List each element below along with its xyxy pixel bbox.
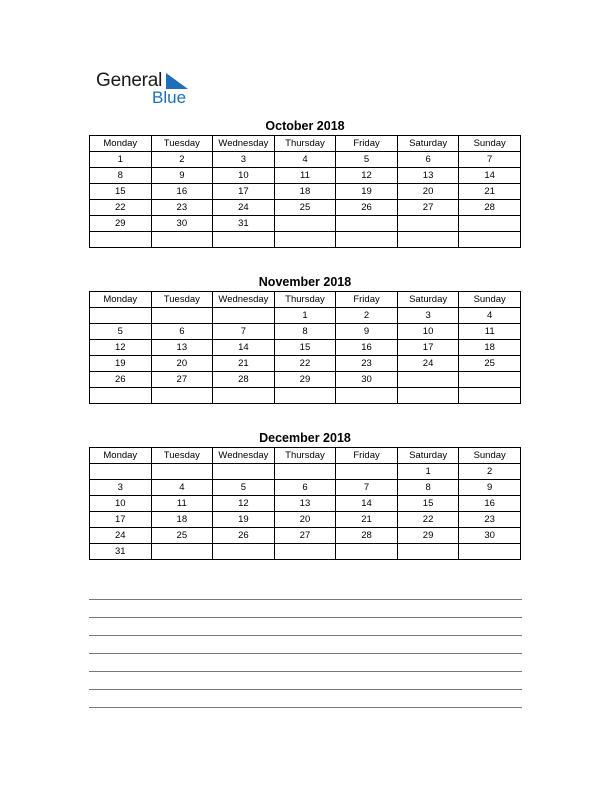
weekday-header: Tuesday — [151, 292, 213, 308]
weekday-header: Monday — [90, 292, 152, 308]
day-cell: 2 — [151, 152, 213, 168]
weekday-header: Wednesday — [213, 292, 275, 308]
day-cell — [90, 464, 152, 480]
day-cell — [274, 464, 336, 480]
day-cell: 14 — [459, 168, 521, 184]
week-row — [90, 544, 521, 560]
day-cell: 6 — [274, 480, 336, 496]
weekday-header: Tuesday — [151, 136, 213, 152]
day-cell: 30 — [336, 372, 398, 388]
day-cell — [397, 388, 459, 404]
note-line — [89, 617, 522, 618]
day-cell: 1 — [274, 308, 336, 324]
logo-word-general: General — [96, 70, 163, 91]
day-cell: 29 — [397, 528, 459, 544]
week-row — [90, 512, 521, 528]
week-row — [90, 496, 521, 512]
day-cell: 17 — [397, 340, 459, 356]
weekday-header: Thursday — [274, 448, 336, 464]
day-cell — [90, 308, 152, 324]
day-cell — [90, 388, 152, 404]
day-cell: 10 — [397, 324, 459, 340]
week-row — [90, 340, 521, 356]
day-cell: 10 — [213, 168, 275, 184]
day-cell: 5 — [213, 480, 275, 496]
day-cell: 5 — [90, 324, 152, 340]
week-row — [90, 388, 521, 404]
weekday-header: Sunday — [459, 136, 521, 152]
day-cell: 15 — [274, 340, 336, 356]
day-cell — [274, 232, 336, 248]
day-cell: 12 — [90, 340, 152, 356]
day-cell: 4 — [151, 480, 213, 496]
month-title: December 2018 — [259, 431, 351, 445]
day-cell: 11 — [151, 496, 213, 512]
day-cell: 24 — [90, 528, 152, 544]
day-cell: 26 — [336, 200, 398, 216]
day-cell: 8 — [397, 480, 459, 496]
day-cell: 3 — [397, 308, 459, 324]
day-cell: 27 — [151, 372, 213, 388]
day-cell: 7 — [459, 152, 521, 168]
day-cell: 28 — [336, 528, 398, 544]
day-cell: 18 — [459, 340, 521, 356]
weekday-header: Wednesday — [213, 448, 275, 464]
day-cell — [151, 464, 213, 480]
weekday-header: Sunday — [459, 292, 521, 308]
note-line — [89, 689, 522, 690]
day-cell: 9 — [459, 480, 521, 496]
day-cell: 17 — [213, 184, 275, 200]
week-row — [90, 372, 521, 388]
day-cell — [336, 464, 398, 480]
day-cell: 11 — [274, 168, 336, 184]
day-cell: 4 — [459, 308, 521, 324]
weekday-header: Friday — [336, 448, 398, 464]
week-row — [90, 480, 521, 496]
day-cell: 3 — [90, 480, 152, 496]
weekday-header: Friday — [336, 292, 398, 308]
day-cell: 27 — [274, 528, 336, 544]
week-row — [90, 200, 521, 216]
day-cell: 6 — [397, 152, 459, 168]
day-cell: 13 — [151, 340, 213, 356]
note-line — [89, 671, 522, 672]
day-cell: 29 — [274, 372, 336, 388]
day-cell — [336, 232, 398, 248]
day-cell — [151, 232, 213, 248]
calendar-month-december — [89, 429, 521, 560]
month-grid — [89, 447, 521, 560]
day-cell: 31 — [213, 216, 275, 232]
calendar-month-october — [89, 117, 521, 248]
day-cell: 18 — [151, 512, 213, 528]
week-row — [90, 232, 521, 248]
day-cell — [213, 308, 275, 324]
day-cell: 26 — [90, 372, 152, 388]
week-row — [90, 216, 521, 232]
weekday-header: Thursday — [274, 136, 336, 152]
day-cell: 27 — [397, 200, 459, 216]
weekday-header: Monday — [90, 136, 152, 152]
day-cell: 12 — [336, 168, 398, 184]
day-cell: 15 — [90, 184, 152, 200]
weekday-header: Saturday — [397, 448, 459, 464]
day-cell: 13 — [397, 168, 459, 184]
day-cell: 19 — [336, 184, 398, 200]
day-cell — [336, 216, 398, 232]
day-cell — [459, 216, 521, 232]
day-cell: 14 — [213, 340, 275, 356]
day-cell — [90, 232, 152, 248]
day-cell: 1 — [397, 464, 459, 480]
note-line — [89, 653, 522, 654]
day-cell: 20 — [151, 356, 213, 372]
day-cell: 15 — [397, 496, 459, 512]
day-cell — [397, 216, 459, 232]
week-row — [90, 184, 521, 200]
calendar-month-november — [89, 273, 521, 404]
day-cell: 11 — [459, 324, 521, 340]
day-cell: 6 — [151, 324, 213, 340]
day-cell — [397, 232, 459, 248]
weekday-header: Thursday — [274, 292, 336, 308]
day-cell: 22 — [274, 356, 336, 372]
day-cell — [213, 232, 275, 248]
day-cell: 18 — [274, 184, 336, 200]
weekday-header: Saturday — [397, 136, 459, 152]
day-cell: 28 — [213, 372, 275, 388]
day-cell: 4 — [274, 152, 336, 168]
day-cell: 21 — [459, 184, 521, 200]
month-grid — [89, 291, 521, 404]
week-row — [90, 168, 521, 184]
week-row — [90, 324, 521, 340]
week-row — [90, 464, 521, 480]
day-cell: 29 — [90, 216, 152, 232]
day-cell: 5 — [336, 152, 398, 168]
day-cell: 30 — [459, 528, 521, 544]
day-cell: 7 — [213, 324, 275, 340]
weekday-header: Friday — [336, 136, 398, 152]
weekday-header: Saturday — [397, 292, 459, 308]
day-cell — [274, 216, 336, 232]
day-cell: 2 — [336, 308, 398, 324]
day-cell — [459, 232, 521, 248]
day-cell — [213, 388, 275, 404]
day-cell — [459, 544, 521, 560]
day-cell: 25 — [459, 356, 521, 372]
notes-lines — [89, 599, 522, 725]
day-cell: 8 — [274, 324, 336, 340]
day-cell: 22 — [397, 512, 459, 528]
day-cell: 16 — [336, 340, 398, 356]
day-cell — [459, 372, 521, 388]
day-cell: 23 — [151, 200, 213, 216]
day-cell: 12 — [213, 496, 275, 512]
day-cell: 9 — [151, 168, 213, 184]
day-cell: 21 — [336, 512, 398, 528]
day-cell: 28 — [459, 200, 521, 216]
day-cell: 22 — [90, 200, 152, 216]
day-cell: 2 — [459, 464, 521, 480]
day-cell: 13 — [274, 496, 336, 512]
day-cell: 23 — [336, 356, 398, 372]
day-cell: 20 — [397, 184, 459, 200]
weekday-header: Sunday — [459, 448, 521, 464]
note-line — [89, 707, 522, 708]
weekday-header: Monday — [90, 448, 152, 464]
day-cell — [274, 388, 336, 404]
general-blue-logo — [96, 70, 206, 110]
note-line — [89, 599, 522, 600]
month-title: October 2018 — [265, 119, 345, 133]
day-cell — [459, 388, 521, 404]
day-cell: 10 — [90, 496, 152, 512]
day-cell — [336, 388, 398, 404]
day-cell: 19 — [213, 512, 275, 528]
day-cell: 9 — [336, 324, 398, 340]
week-row — [90, 356, 521, 372]
day-cell: 7 — [336, 480, 398, 496]
day-cell: 16 — [459, 496, 521, 512]
day-cell: 24 — [397, 356, 459, 372]
day-cell: 20 — [274, 512, 336, 528]
day-cell — [151, 544, 213, 560]
day-cell — [274, 544, 336, 560]
weekday-header: Tuesday — [151, 448, 213, 464]
day-cell: 3 — [213, 152, 275, 168]
day-cell: 8 — [90, 168, 152, 184]
day-cell: 17 — [90, 512, 152, 528]
day-cell: 25 — [151, 528, 213, 544]
note-line — [89, 635, 522, 636]
logo-word-blue: Blue — [152, 88, 187, 107]
day-cell — [336, 544, 398, 560]
day-cell — [213, 464, 275, 480]
day-cell: 21 — [213, 356, 275, 372]
day-cell: 31 — [90, 544, 152, 560]
week-row — [90, 152, 521, 168]
day-cell: 19 — [90, 356, 152, 372]
day-cell — [213, 544, 275, 560]
day-cell: 24 — [213, 200, 275, 216]
day-cell: 14 — [336, 496, 398, 512]
day-cell: 25 — [274, 200, 336, 216]
day-cell: 23 — [459, 512, 521, 528]
day-cell: 26 — [213, 528, 275, 544]
day-cell — [151, 308, 213, 324]
week-row — [90, 528, 521, 544]
day-cell — [397, 544, 459, 560]
day-cell: 30 — [151, 216, 213, 232]
day-cell — [397, 372, 459, 388]
month-title: November 2018 — [258, 275, 352, 289]
day-cell — [151, 388, 213, 404]
week-row — [90, 308, 521, 324]
weekday-header: Wednesday — [213, 136, 275, 152]
day-cell: 1 — [90, 152, 152, 168]
month-grid — [89, 135, 521, 248]
day-cell: 16 — [151, 184, 213, 200]
